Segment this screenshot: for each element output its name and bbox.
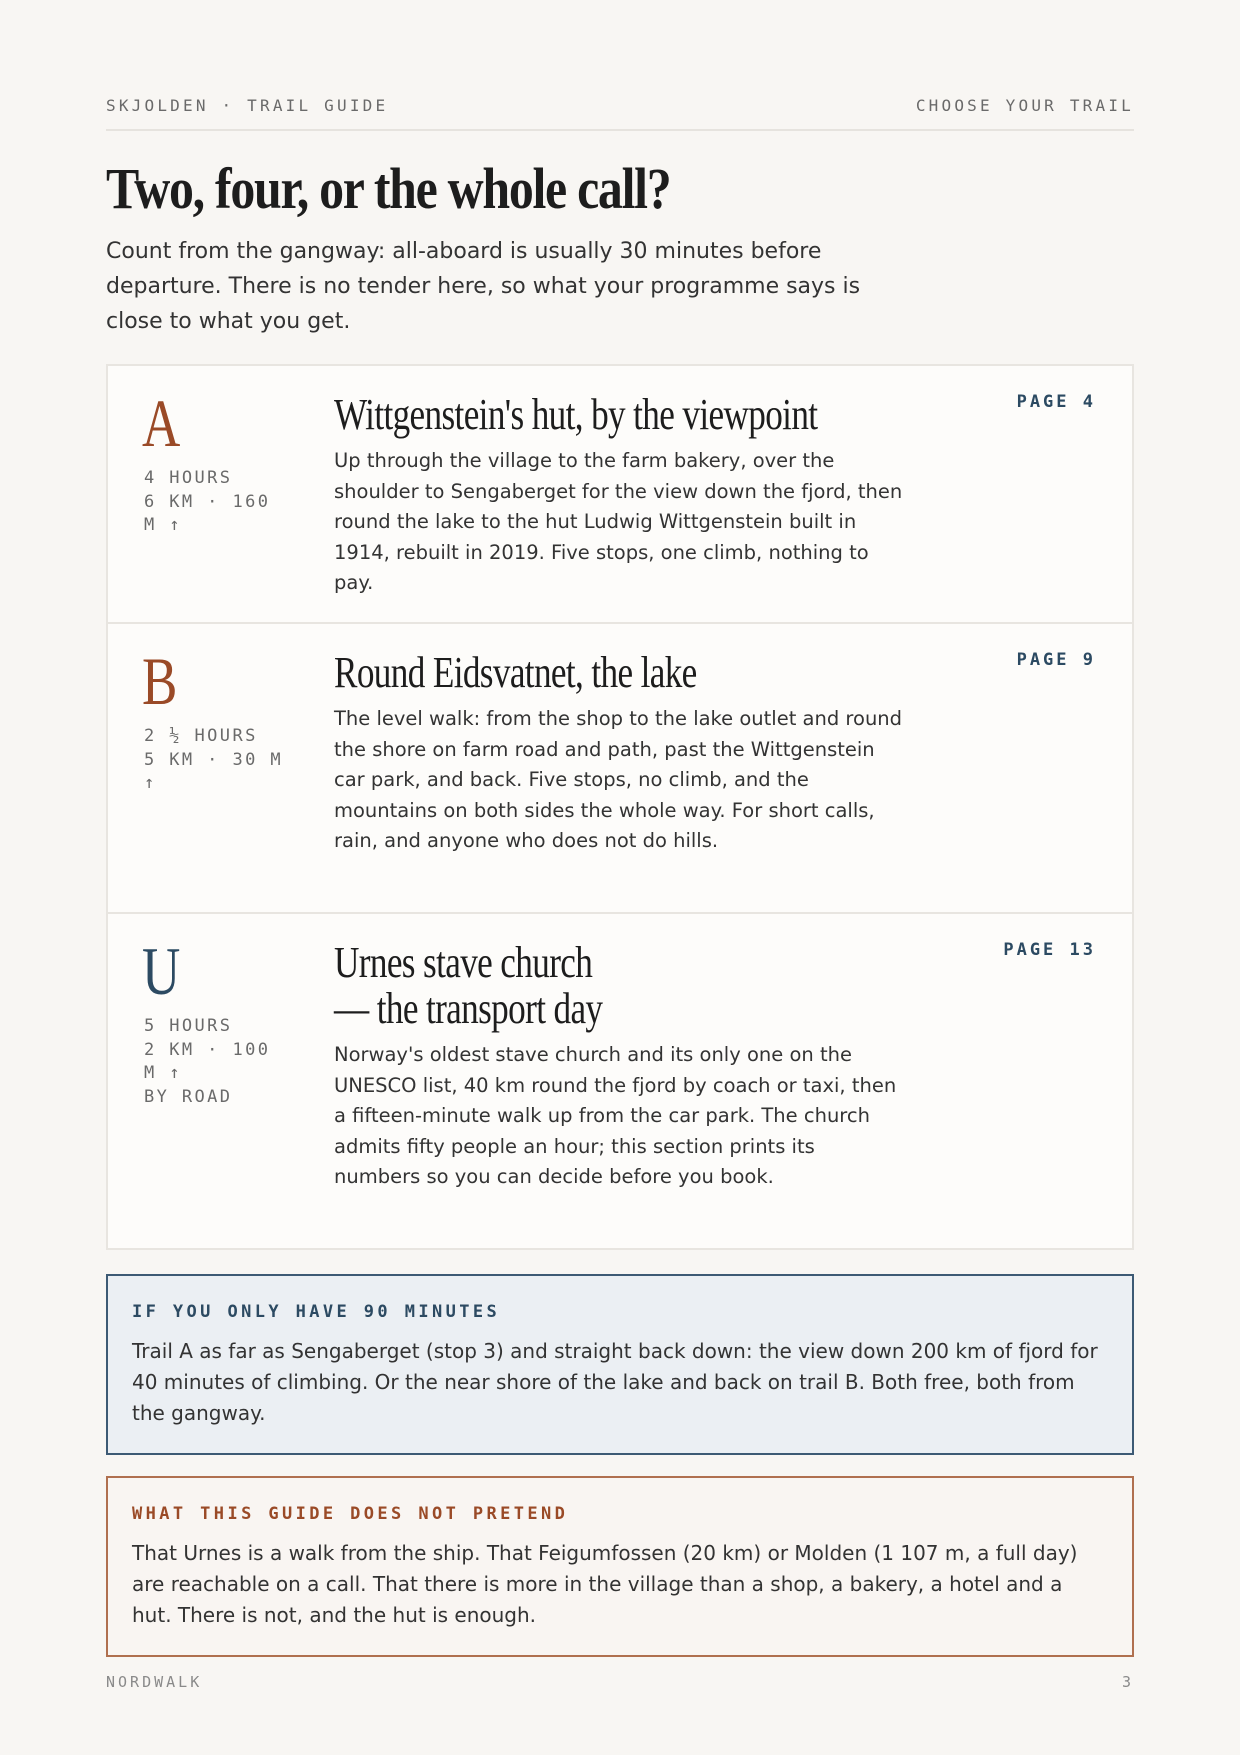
trail-description: Norway's oldest stave church and its only one on the UNESCO list, 40 km round the fjord by coach or taxi, then a fifteen-minute walk up from the car park. The church admits fifty people an hour; this section prints its numbers so you can decide before you book.	[334, 1043, 897, 1188]
page-title: Two, four, or the whole call?	[106, 156, 671, 221]
page-reference-link[interactable]: PAGE 13	[1003, 940, 1096, 960]
trail-stats: 2 ½ HOURS 5 KM · 30 M ↑	[144, 726, 283, 793]
trail-card-b[interactable]	[108, 624, 1132, 914]
trail-card-a[interactable]	[108, 366, 1132, 624]
callout-text: Trail A as far as Sengaberget (stop 3) and straight back down: the view down 200 km of fjord for 40 minutes of climbing. Or the near shore of the lake and back on trail B. Both free, both from the gangway.	[132, 1339, 1098, 1425]
trail-letter: U	[142, 933, 181, 1009]
trail-title: Round Eidsvatnet, the lake	[334, 648, 697, 697]
trail-title: Wittgenstein's hut, by the viewpoint	[334, 390, 818, 439]
header-divider	[106, 129, 1134, 131]
disclaimer-callout	[106, 1476, 1134, 1657]
page-footer	[106, 1673, 1134, 1691]
trail-letter: A	[142, 385, 181, 461]
page-number: 3	[1121, 1673, 1134, 1691]
short-call-callout	[106, 1274, 1134, 1455]
intro-paragraph: Count from the gangway: all-aboard is usually 30 minutes before departure. There is no tender here, so what your programme says is close to what you get.	[106, 239, 861, 334]
trail-stats: 5 HOURS 2 KM · 100 M ↑ BY ROAD	[144, 1016, 271, 1107]
header-section-label: SKJOLDEN · TRAIL GUIDE	[106, 96, 389, 115]
callout-heading: WHAT THIS GUIDE DOES NOT PRETEND	[132, 1504, 569, 1524]
footer-brand: NORDWALK	[106, 1673, 203, 1691]
header-chapter-label: CHOOSE YOUR TRAIL	[915, 96, 1134, 115]
callout-heading: IF YOU ONLY HAVE 90 MINUTES	[132, 1302, 501, 1322]
trail-title: Urnes stave church — the transport day	[334, 938, 603, 1033]
trail-card-u[interactable]	[108, 914, 1132, 1250]
callout-text: That Urnes is a walk from the ship. That Feigumfossen (20 km) or Molden (1 107 m, a full day) are reachable on a call. That there is more in the village than a shop, a bakery, a hotel and a hut. There is not, and the hut is enough.	[132, 1541, 1078, 1627]
trail-letter: B	[142, 643, 178, 719]
trail-stats: 4 HOURS 6 KM · 160 M ↑	[144, 468, 271, 535]
trail-description: The level walk: from the shop to the lake outlet and round the shore on farm road and path, past the Wittgenstein car park, and back. Five stops, no climb, and the mountains on both sides the whole way. For short calls, rain, and anyone who does not do hills.	[334, 707, 903, 852]
guide-page	[106, 0, 1134, 1755]
page-reference-link[interactable]: PAGE 9	[1016, 650, 1096, 670]
running-header	[106, 96, 1134, 115]
trail-description: Up through the village to the farm bakery, over the shoulder to Sengaberget for the view down the fjord, then round the lake to the hut Ludwig Wittgenstein built in 1914, rebuilt in 2019. Five stops, one climb, nothing to pay.	[334, 449, 903, 594]
page-reference-link[interactable]: PAGE 4	[1016, 392, 1096, 412]
trail-list	[106, 364, 1134, 1250]
